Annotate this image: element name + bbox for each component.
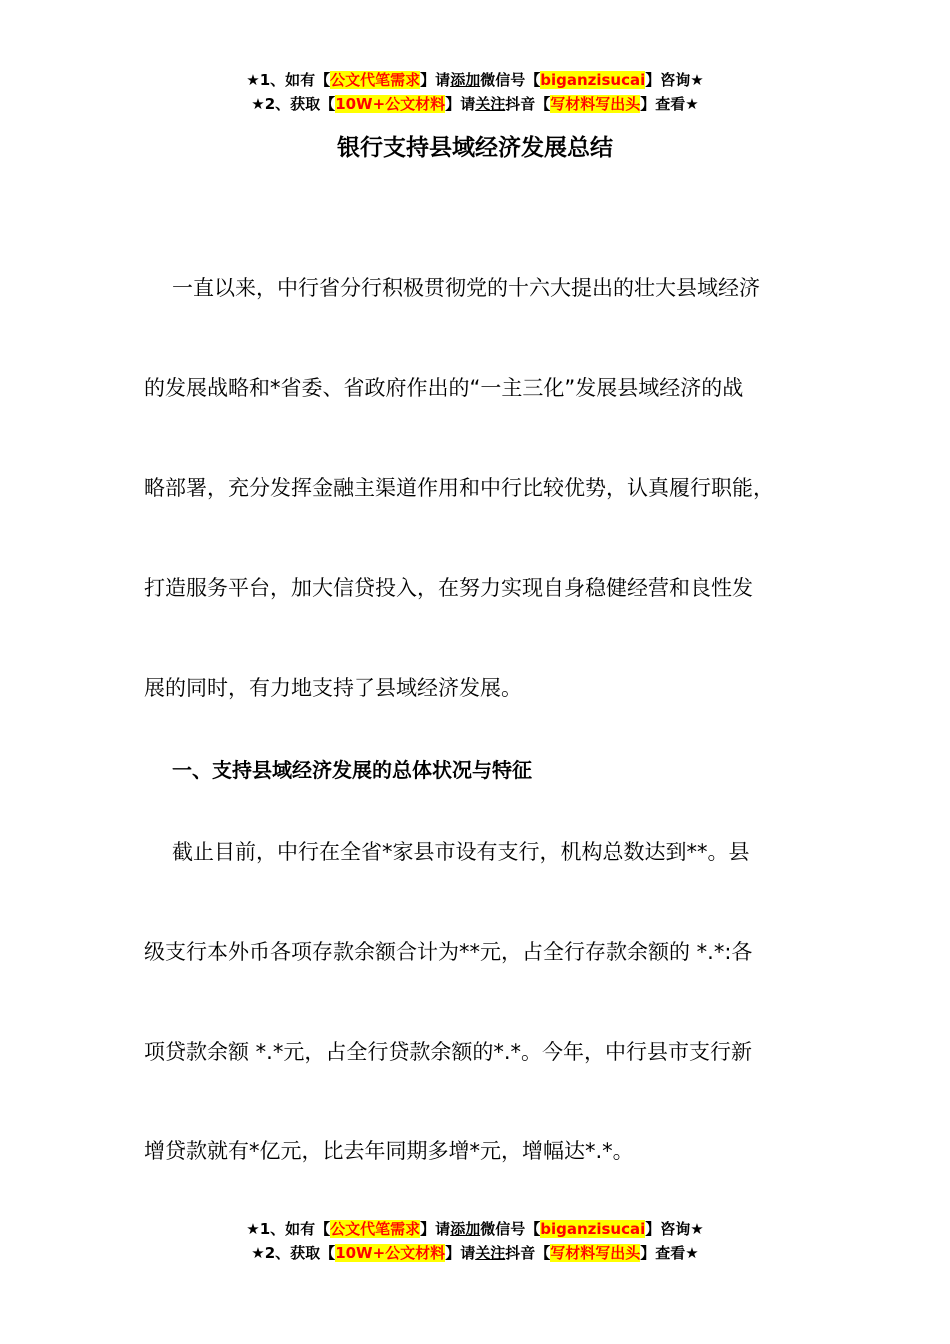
banner-text: 】查看★ (640, 95, 699, 113)
banner-text: 微信号【 (480, 1220, 541, 1238)
banner-underlined-text: 添加 (450, 71, 481, 89)
paragraph-line: 展的同时，有力地支持了县域经济发展。 (144, 676, 522, 700)
paragraph-line: 项贷款余额 *.*元，占全行贷款余额的*.*。今年，中行县市支行新 (144, 1040, 753, 1064)
paragraph-line: 增贷款就有*亿元，比去年同期多增*元，增幅达*.*。 (144, 1139, 634, 1163)
paragraph-line: 一直以来，中行省分行积极贯彻党的十六大提出的壮大县域经济 (172, 276, 760, 300)
paragraph-line: 的发展战略和*省委、省政府作出的“一主三化”发展县域经济的战 (144, 376, 744, 400)
banner-highlight: biganzisucai (540, 71, 646, 89)
banner-text: 】请 (445, 1244, 476, 1262)
banner-underlined-text: 关注 (475, 95, 506, 113)
banner-text: ★1、如有【 (246, 1220, 331, 1238)
banner-underlined-text: 添加 (450, 1220, 481, 1238)
paragraph-line: 略部署，充分发挥金融主渠道作用和中行比较优势，认真履行职能， (144, 476, 774, 500)
banner-highlight: 10W+公文材料 (335, 95, 446, 113)
banner-underlined-text: 关注 (475, 1244, 506, 1262)
top-banner (0, 68, 950, 116)
banner-text: 微信号【 (480, 71, 541, 89)
banner-text: 】请 (420, 71, 451, 89)
banner-text: 】请 (445, 95, 476, 113)
section-heading: 一、支持县域经济发展的总体状况与特征 (172, 758, 532, 782)
banner-highlight: 公文代笔需求 (330, 1220, 421, 1238)
banner-line-2 (0, 92, 950, 116)
bottom-banner (0, 1217, 950, 1265)
banner-line-2 (0, 1241, 950, 1265)
paragraph-line: 级支行本外币各项存款余额合计为**元，占全行存款余额的 *.*:各 (144, 940, 753, 964)
document-title: 银行支持县域经济发展总结 (337, 135, 613, 161)
paragraph-line: 打造服务平台，加大信贷投入，在努力实现自身稳健经营和良性发 (144, 576, 753, 600)
banner-highlight: 公文代笔需求 (330, 71, 421, 89)
banner-highlight: 写材料写出头 (550, 1244, 641, 1262)
banner-line-1 (0, 68, 950, 92)
banner-text: 】查看★ (640, 1244, 699, 1262)
banner-highlight: biganzisucai (540, 1220, 646, 1238)
banner-line-1 (0, 1217, 950, 1241)
banner-text: ★1、如有【 (246, 71, 331, 89)
banner-text: ★2、获取【 (251, 1244, 336, 1262)
banner-highlight: 写材料写出头 (550, 95, 641, 113)
banner-text: 】咨询★ (645, 71, 704, 89)
banner-text: ★2、获取【 (251, 95, 336, 113)
paragraph-line: 截止目前，中行在全省*家县市设有支行，机构总数达到**。县 (172, 840, 750, 864)
banner-text: 抖音【 (505, 1244, 551, 1262)
banner-text: 抖音【 (505, 95, 551, 113)
banner-highlight: 10W+公文材料 (335, 1244, 446, 1262)
banner-text: 】请 (420, 1220, 451, 1238)
banner-text: 】咨询★ (645, 1220, 704, 1238)
